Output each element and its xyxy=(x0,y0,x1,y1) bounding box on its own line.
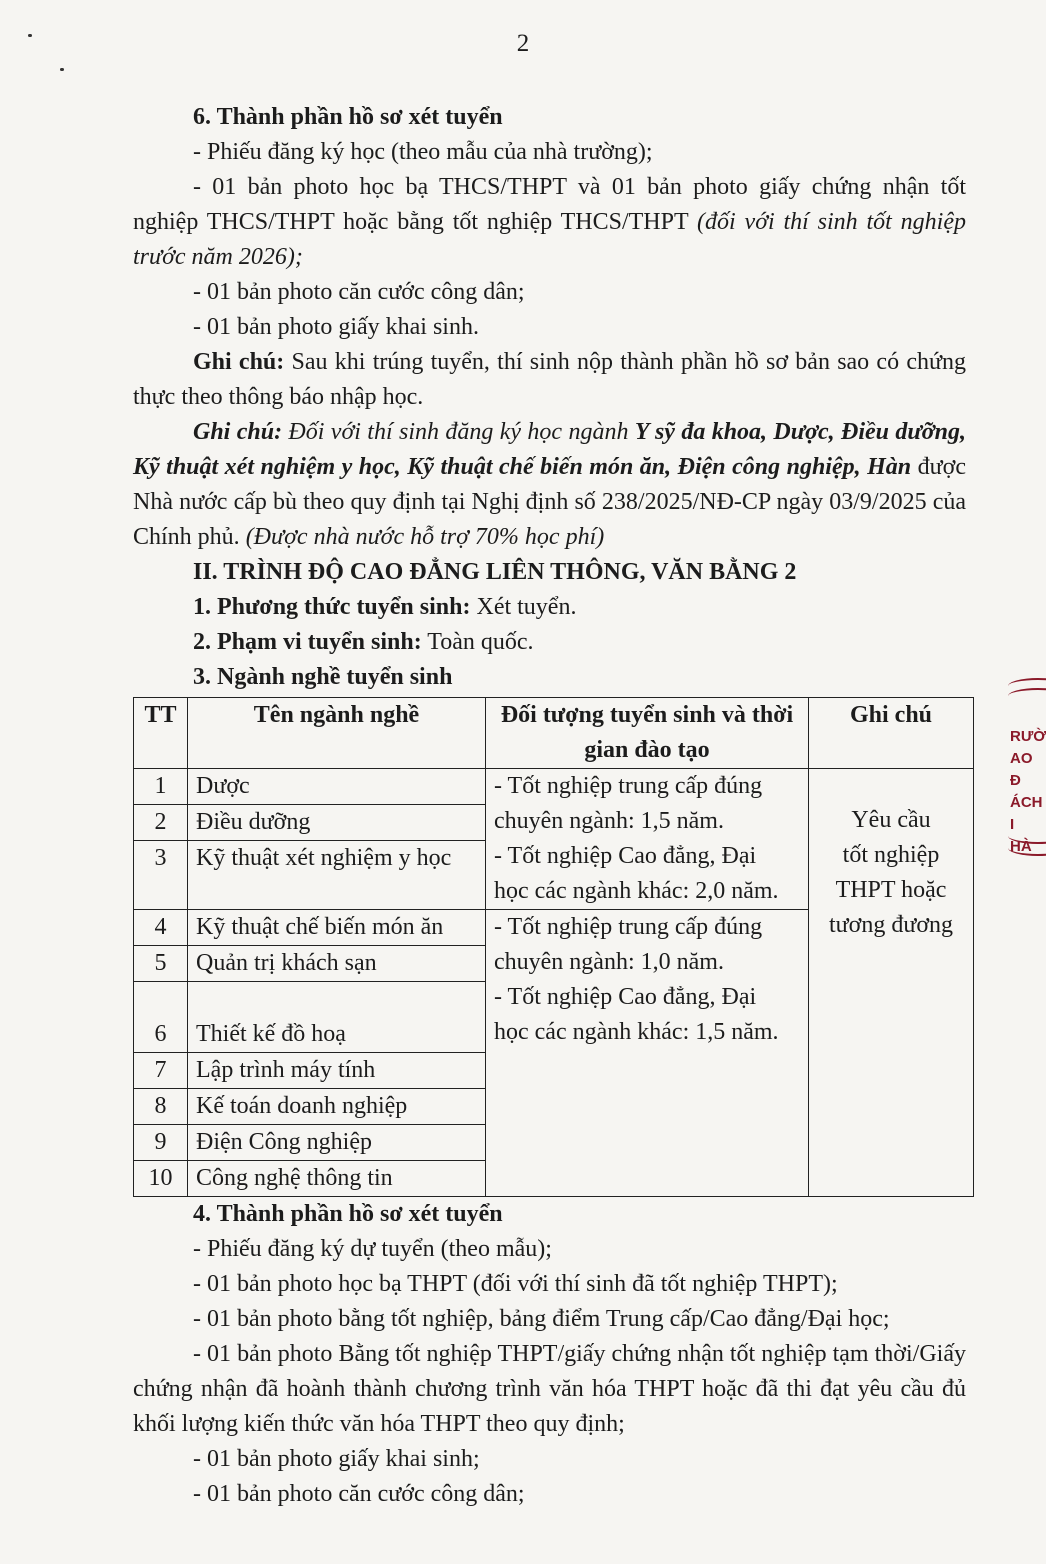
seal-text: AO Đ xyxy=(1010,750,1033,789)
header-note: Ghi chú xyxy=(809,698,974,769)
section-6-heading: 6. Thành phần hồ sơ xét tuyển xyxy=(193,104,503,130)
row-major: Kỹ thuật xét nghiệm y học xyxy=(188,841,486,910)
s6-item-1: - Phiếu đăng ký học (theo mẫu của nhà trường); xyxy=(193,139,653,165)
row-tt: 2 xyxy=(134,805,188,841)
s6-note-2: Ghi chú: Đối với thí sinh đăng ký học ngành Y sỹ đa khoa, Dược, Điều dưỡng, Kỹ thuật xét nghiệm y học, Kỹ thuật chế biến món ăn, Điện công nghiệp, Hàn được Nhà nước cấp bù theo quy định tại Nghị định số 238/2025/NĐ-CP ngày 03/9/2025 của Chính phủ. (Được nhà nước hỗ trợ 70% học phí) xyxy=(133,419,966,550)
s6-item-4: - 01 bản photo giấy khai sinh. xyxy=(193,314,479,340)
row-tt: 3 xyxy=(134,841,188,910)
majors-table xyxy=(133,697,974,1197)
row-tt: 9 xyxy=(134,1125,188,1161)
s4-item-4: - 01 bản photo Bằng tốt nghiệp THPT/giấy chứng nhận tốt nghiệp tạm thời/Giấy chứng nhận đã hoành thành chương trình văn hóa THPT hoặc đã thi đạt yêu cầu đủ khối lượng kiến thức văn hóa THPT theo quy định; xyxy=(133,1341,966,1437)
seal-text: RƯỜ xyxy=(1010,728,1046,745)
target-group-2: - Tốt nghiệp trung cấp đúng chuyên ngành: 1,0 năm. - Tốt nghiệp Cao đẳng, Đại học các ngành khác: 1,5 năm. xyxy=(486,910,809,1197)
red-seal-stamp xyxy=(1000,672,1046,882)
row-major: Quản trị khách sạn xyxy=(188,946,486,982)
row-tt: 7 xyxy=(134,1053,188,1089)
row-major: Kỹ thuật chế biến món ăn xyxy=(188,910,486,946)
row-tt: 10 xyxy=(134,1161,188,1197)
header-target: Đối tượng tuyển sinh và thời gian đào tạo xyxy=(486,698,809,769)
seal-text: HÀ xyxy=(1010,838,1032,855)
s6-item-2b: nghiệp THCS/THPT hoặc bằng tốt nghiệp THCS/THPT (đối với thí sinh tốt nghiệp xyxy=(133,209,966,235)
s4-item-6: - 01 bản photo căn cước công dân; xyxy=(193,1481,525,1507)
row-tt: 4 xyxy=(134,910,188,946)
s6-item-3: - 01 bản photo căn cước công dân; xyxy=(193,279,525,305)
row-tt: 6 xyxy=(134,982,188,1053)
row-major: Thiết kế đồ hoạ xyxy=(188,982,486,1053)
row-tt: 5 xyxy=(134,946,188,982)
row-major: Công nghệ thông tin xyxy=(188,1161,486,1197)
section-4-heading: 4. Thành phần hồ sơ xét tuyển xyxy=(193,1201,503,1227)
row-major: Điện Công nghiệp xyxy=(188,1125,486,1161)
note-cell: Yêu cầu tốt nghiệp THPT hoặc tương đương xyxy=(809,769,974,1197)
page-number: 2 xyxy=(516,30,530,57)
row-major: Kế toán doanh nghiệp xyxy=(188,1089,486,1125)
seal-arc xyxy=(1008,688,1046,704)
row-tt: 8 xyxy=(134,1089,188,1125)
s6-note-1: Ghi chú: Sau khi trúng tuyển, thí sinh nộp thành phần hồ sơ bản sao có chứng thực theo thông báo nhập học. xyxy=(133,349,966,410)
document-body xyxy=(133,100,966,1512)
row-major: Điều dưỡng xyxy=(188,805,486,841)
sII-scope: 2. Phạm vi tuyển sinh: Toàn quốc. xyxy=(193,629,534,655)
s6-item-2a: - 01 bản photo học bạ THCS/THPT và 01 bản photo giấy chứng nhận tốt xyxy=(193,174,966,200)
row-tt: 1 xyxy=(134,769,188,805)
section-II-heading: II. TRÌNH ĐỘ CAO ĐẲNG LIÊN THÔNG, VĂN BẰNG 2 xyxy=(193,559,797,585)
row-major: Lập trình máy tính xyxy=(188,1053,486,1089)
s6-item-2d: trước năm 2026); xyxy=(133,244,303,270)
row-major: Dược xyxy=(188,769,486,805)
s4-item-1: - Phiếu đăng ký dự tuyển (theo mẫu); xyxy=(193,1236,552,1262)
header-major: Tên ngành nghề xyxy=(188,698,486,769)
header-tt: TT xyxy=(134,698,188,769)
table-row xyxy=(134,769,974,805)
sII-majors-heading: 3. Ngành nghề tuyển sinh xyxy=(193,664,453,690)
scan-speck xyxy=(60,68,64,71)
s4-item-5: - 01 bản photo giấy khai sinh; xyxy=(193,1446,480,1472)
target-group-1: - Tốt nghiệp trung cấp đúng chuyên ngành: 1,5 năm. - Tốt nghiệp Cao đẳng, Đại học các ngành khác: 2,0 năm. xyxy=(486,769,809,910)
sII-method: 1. Phương thức tuyển sinh: Xét tuyển. xyxy=(193,594,577,620)
s4-item-2: - 01 bản photo học bạ THPT (đối với thí sinh đã tốt nghiệp THPT); xyxy=(193,1271,838,1297)
seal-text: ÁCH I xyxy=(1010,794,1043,833)
s4-item-3: - 01 bản photo bằng tốt nghiệp, bảng điểm Trung cấp/Cao đẳng/Đại học; xyxy=(193,1306,890,1332)
table-header-row xyxy=(134,698,974,769)
